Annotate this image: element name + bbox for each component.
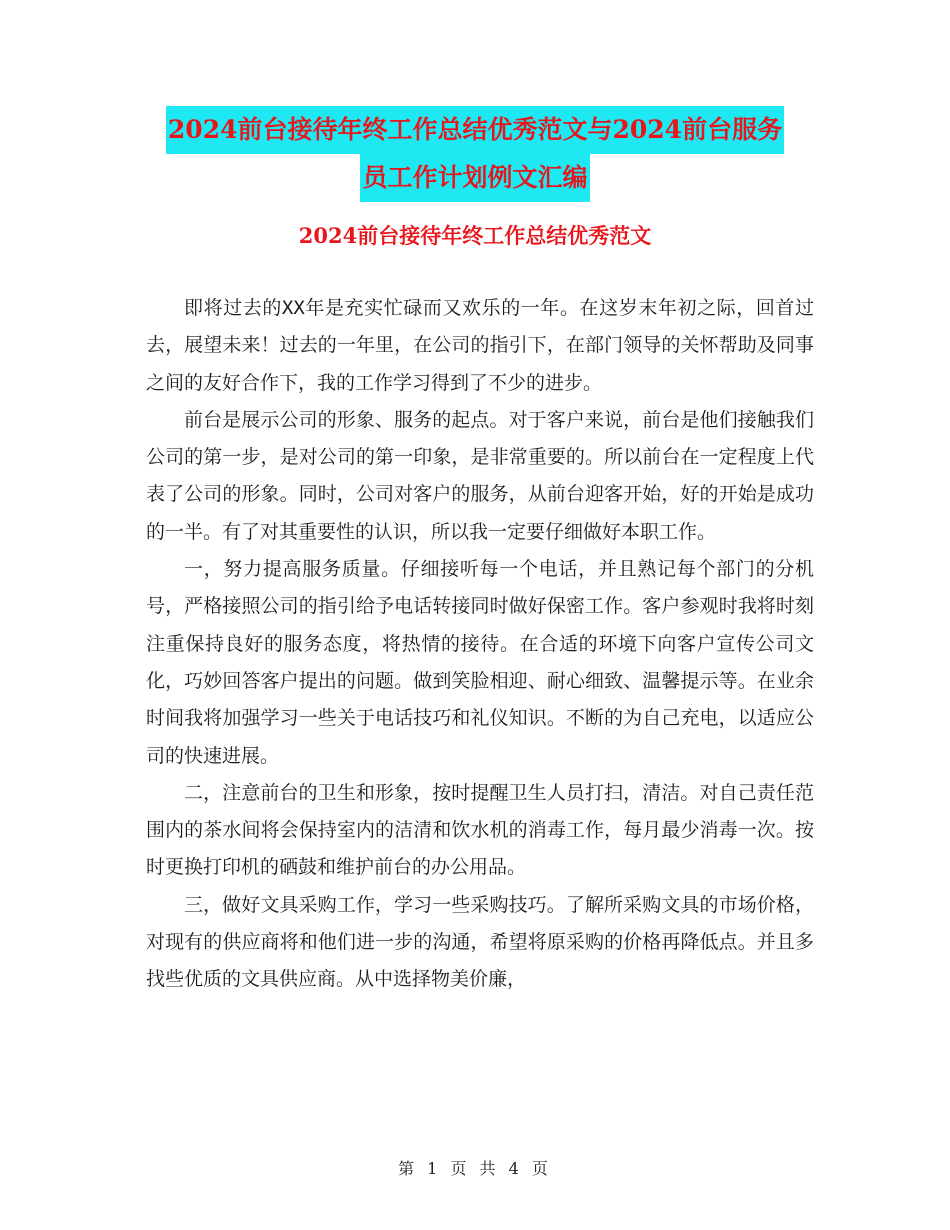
- section-heading: 2024前台接待年终工作总结优秀范文: [298, 223, 652, 248]
- page-footer: 第 1 页 共 4 页: [398, 1159, 552, 1178]
- paragraph-3: 一，努力提高服务质量。仔细接听每一个电话，并且熟记每个部门的分机号，严格接照公司的指引给予电话转接同时做好保密工作。客户参观时我将时刻注重保持良好的服务态度，将热情的接待。在合适的环境下向客户宣传公司文化，巧妙回答客户提出的问题。做到笑脸相迎、耐心细致、温馨提示等。在业余时间我将加强学习一些关于电话技巧和礼仪知识。不断的为自己充电，以适应公司的快速进展。: [146, 558, 814, 767]
- document-title-line-2: 员工作计划例文汇编: [360, 154, 589, 202]
- paragraph-1: 即将过去的XX年是充实忙碌而又欢乐的一年。在这岁末年初之际，回首过去，展望未来！过去的一年里，在公司的指引下，在部门领导的关怀帮助及同事之间的友好合作下，我的工作学习得到了不少的进步。: [146, 297, 814, 394]
- document-body: [146, 290, 814, 999]
- paragraph-2: 前台是展示公司的形象、服务的起点。对于客户来说，前台是他们接触我们公司的第一步，是对公司的第一印象，是非常重要的。所以前台在一定程度上代表了公司的形象。同时，公司对客户的服务，从前台迎客开始，好的开始是成功的一半。有了对其重要性的认识，所以我一定要仔细做好本职工作。: [146, 408, 814, 543]
- paragraph-4: 二，注意前台的卫生和形象，按时提醒卫生人员打扫，清洁。对自己责任范围内的茶水间将会保持室内的洁清和饮水机的消毒工作，每月最少消毒一次。按时更换打印机的硒鼓和维护前台的办公用品。: [146, 781, 814, 879]
- document-title-line-1: 2024前台接待年终工作总结优秀范文与2024前台服务: [166, 106, 784, 154]
- document-title: [0, 106, 950, 202]
- paragraph-5: 三，做好文具采购工作，学习一些采购技巧。了解所采购文具的市场价格，对现有的供应商将和他们进一步的沟通，希望将原采购的价格再降低点。并且多找些优质的文具供应商。从中选择物美价廉，: [146, 893, 814, 991]
